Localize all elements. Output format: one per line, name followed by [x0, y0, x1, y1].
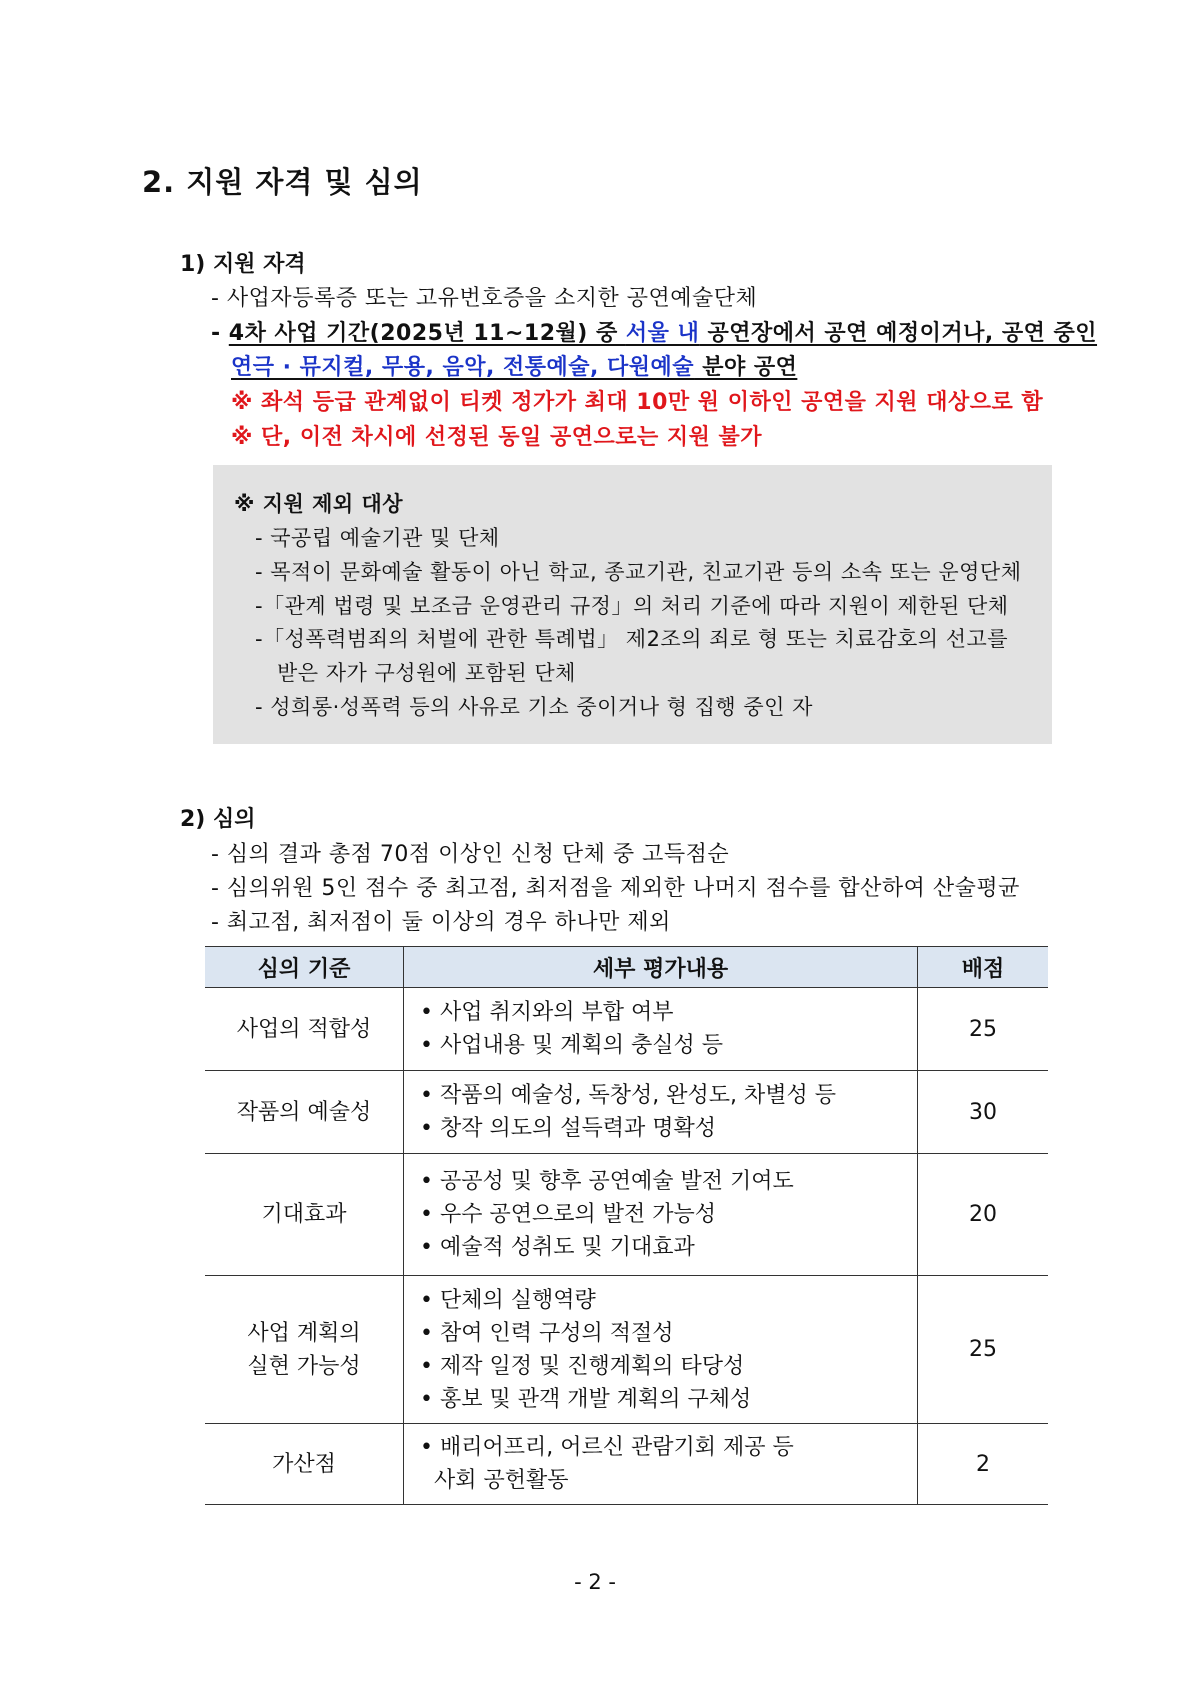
criterion-label: 사업의 적합성 [236, 1016, 372, 1042]
eligibility-line-1: - 사업자등록증 또는 고유번호증을 소지한 공연예술단체 [211, 286, 758, 311]
details-cell [404, 1276, 918, 1424]
criterion-cell [205, 1424, 404, 1505]
table-row [205, 1071, 1048, 1154]
eligibility-heading: 1) 지원 자격 [180, 252, 306, 277]
detail-item: • 참여 인력 구성의 적절성 [420, 1320, 674, 1346]
eligibility-line-2-prefix: - [211, 321, 229, 346]
detail-item: • 우수 공연으로의 발전 가능성 [420, 1202, 716, 1227]
eligibility-genres: 연극 · 뮤지컬, 무용, 음악, 전통예술, 다원예술 [231, 355, 695, 380]
review-line: - 최고점, 최저점이 둘 이상의 경우 하나만 제외 [211, 910, 671, 935]
details-cell [404, 1154, 918, 1276]
detail-item: • 홍보 및 관객 개발 계획의 구체성 [420, 1386, 752, 1412]
criterion-label: 작품의 예술성 [236, 1099, 372, 1125]
details-cell [404, 988, 918, 1071]
exclusion-box [213, 465, 1052, 744]
details-cell [404, 1071, 918, 1154]
criterion-label: 가산점 [272, 1451, 336, 1477]
detail-item: • 창작 의도의 설득력과 명확성 [420, 1116, 716, 1141]
eligibility-line-3 [231, 350, 797, 381]
column-header-details: 세부 평가내용 [404, 947, 918, 988]
review-line: - 심의위원 5인 점수 중 최고점, 최저점을 제외한 나머지 점수를 합산하여 산술평균 [211, 876, 1020, 901]
detail-item: • 공공성 및 향후 공연예술 발전 기여도 [420, 1169, 794, 1194]
detail-item-continuation: 사회 공헌활동 [420, 1468, 569, 1493]
score-cell: 25 [918, 988, 1049, 1071]
column-header-score: 배점 [918, 947, 1049, 988]
score-cell: 30 [918, 1071, 1049, 1154]
exclusion-item-continuation: 받은 자가 구성원에 포함된 단체 [277, 661, 576, 685]
exclusion-item: - 국공립 예술기관 및 단체 [255, 526, 500, 550]
detail-item: • 단체의 실행역량 [420, 1287, 596, 1313]
column-header-criterion: 심의 기준 [205, 947, 404, 988]
table-header-row [205, 947, 1048, 988]
eligibility-period: 4차 사업 기간(2025년 11~12월) 중 [228, 321, 626, 346]
review-heading: 2) 심의 [180, 807, 256, 832]
exclusion-item: - 성희롱·성폭력 등의 사유로 기소 중이거나 형 집행 중인 자 [255, 695, 813, 719]
eligibility-region: 서울 내 [625, 321, 700, 346]
review-criteria-table [205, 946, 1048, 1505]
table-row [205, 988, 1048, 1071]
exclusion-item: -「성폭력범죄의 처벌에 관한 특례법」 제2조의 죄로 형 또는 치료감호의 선고를 [255, 627, 1009, 651]
score-cell: 20 [918, 1154, 1049, 1276]
eligibility-line-3-underlined [231, 355, 797, 380]
score-cell: 2 [918, 1424, 1049, 1505]
exclusion-item: - 목적이 문화예술 활동이 아닌 학교, 종교기관, 친교기관 등의 소속 또는 운영단체 [255, 560, 1022, 584]
table-row [205, 1154, 1048, 1276]
criterion-label: 사업 계획의 [247, 1320, 361, 1346]
eligibility-line-2-underlined [229, 321, 1097, 346]
detail-item: • 배리어프리, 어르신 관람기회 제공 등 [420, 1435, 794, 1460]
eligibility-field: 분야 공연 [694, 355, 798, 380]
eligibility-line-2 [211, 316, 1097, 347]
review-line: - 심의 결과 총점 70점 이상인 신청 단체 중 고득점순 [211, 842, 730, 867]
detail-item: • 작품의 예술성, 독창성, 완성도, 차별성 등 [420, 1083, 836, 1108]
detail-item: • 사업내용 및 계획의 충실성 등 [420, 1033, 723, 1058]
detail-item: • 제작 일정 및 진행계획의 타당성 [420, 1353, 745, 1379]
criterion-label: 기대효과 [261, 1202, 347, 1227]
score-cell: 25 [918, 1276, 1049, 1424]
exclusion-item: -「관계 법령 및 보조금 운영관리 규정」의 처리 기준에 따라 지원이 제한된 단체 [255, 594, 1009, 618]
eligibility-venue: 공연장에서 공연 예정이거나, 공연 중인 [699, 321, 1098, 346]
page-number: - 2 - [574, 1570, 616, 1594]
table-row [205, 1276, 1048, 1424]
detail-item: • 예술적 성취도 및 기대효과 [420, 1235, 695, 1260]
criterion-cell [205, 1154, 404, 1276]
details-cell [404, 1424, 918, 1505]
criterion-cell [205, 988, 404, 1071]
criterion-cell [205, 1276, 404, 1424]
criterion-cell [205, 1071, 404, 1154]
section-title: 2. 지원 자격 및 심의 [142, 165, 423, 199]
eligibility-note-duplicate: ※ 단, 이전 차시에 선정된 동일 공연으로는 지원 불가 [231, 425, 763, 450]
eligibility-note-price: ※ 좌석 등급 관계없이 티켓 정가가 최대 10만 원 이하인 공연을 지원 대상으로 함 [231, 390, 1044, 415]
exclusion-title: ※ 지원 제외 대상 [234, 492, 404, 516]
criterion-label: 실현 가능성 [247, 1353, 361, 1379]
detail-item: • 사업 취지와의 부합 여부 [420, 1000, 674, 1025]
table-row [205, 1424, 1048, 1505]
